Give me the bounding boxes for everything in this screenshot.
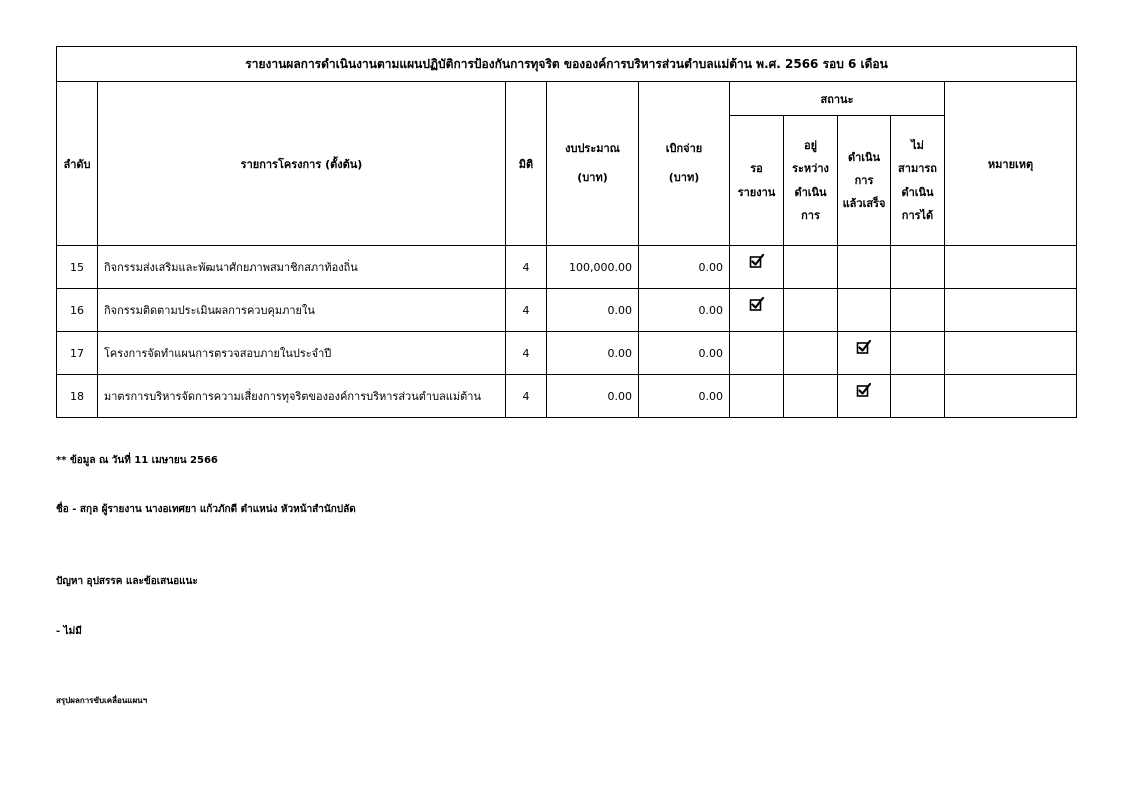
header-status-done-line: แล้วเสร็จ	[842, 197, 886, 211]
report-title: รายงานผลการดำเนินงานตามแผนปฏิบัติการป้องกันการทุจริต ขององค์การบริหารส่วนตำบลแม่ต้าน พ.ศ. 2566 รอบ 6 เดือน	[57, 47, 1077, 82]
data-as-of-note: ** ข้อมูล ณ วันที่ 11 เมษายน 2566	[56, 455, 218, 466]
header-order: ลำดับ	[57, 82, 98, 246]
row-order: 17	[57, 332, 98, 375]
row-remarks	[945, 332, 1077, 375]
header-status-waiting-line: รายงาน	[737, 185, 776, 199]
header-status-inprogress	[784, 116, 838, 246]
header-status-done-line: ดำเนิน	[847, 150, 881, 164]
reporter-line: ชื่อ - สกุล ผู้รายงาน นางอเทศยา แก้วภักดี ตำแหน่ง หัวหน้าสำนักปลัด	[56, 504, 356, 515]
row-order: 15	[57, 246, 98, 289]
row-dimension: 4	[506, 332, 547, 375]
header-status-done-line: การ	[854, 173, 874, 187]
row-spent: 0.00	[639, 246, 730, 289]
header-status-inprogress-line: อยู่	[803, 139, 818, 153]
summary-heading: สรุปผลการขับเคลื่อนแผนฯ	[56, 696, 148, 705]
row-budget: 0.00	[547, 289, 639, 332]
row-project: มาตรการบริหารจัดการความเสี่ยงการทุจริตขององค์การบริหารส่วนตำบลแม่ต้าน	[98, 375, 506, 418]
header-remarks: หมายเหตุ	[945, 82, 1077, 246]
row-status-done	[838, 332, 891, 375]
row-dimension: 4	[506, 246, 547, 289]
header-spent-line2: (บาท)	[668, 170, 700, 184]
row-dimension: 4	[506, 375, 547, 418]
row-status-inprogress	[784, 289, 838, 332]
header-status-cannot-line: ไม่	[911, 139, 924, 153]
header-status-cannot-line: ดำเนิน	[901, 185, 934, 199]
row-status-waiting	[730, 289, 784, 332]
header-dimension: มิติ	[506, 82, 547, 246]
row-dimension: 4	[506, 289, 547, 332]
header-status-cannot-line: สามารถ	[898, 162, 937, 176]
row-project: กิจกรรมส่งเสริมและพัฒนาศักยภาพสมาชิกสภาท้องถิ่น	[98, 246, 506, 289]
header-status-inprogress-line: ระหว่าง	[792, 162, 829, 176]
row-budget: 100,000.00	[547, 246, 639, 289]
problems-heading: ปัญหา อุปสรรค และข้อเสนอแนะ	[56, 576, 198, 587]
report-table	[56, 46, 1077, 418]
row-budget: 0.00	[547, 332, 639, 375]
header-status-done	[838, 116, 891, 246]
row-spent: 0.00	[639, 289, 730, 332]
row-project: โครงการจัดทำแผนการตรวจสอบภายในประจำปี	[98, 332, 506, 375]
header-spent-line1: เบิกจ่าย	[665, 141, 703, 155]
header-status-cannot-line: การได้	[901, 208, 934, 222]
table-row	[57, 289, 1077, 332]
header-spent	[639, 82, 730, 246]
checkbox-checked-icon	[749, 253, 765, 269]
row-remarks	[945, 289, 1077, 332]
header-status-inprogress-line: ดำเนิน	[794, 185, 827, 199]
row-status-cannot	[891, 332, 945, 375]
row-remarks	[945, 246, 1077, 289]
row-status-waiting	[730, 332, 784, 375]
row-status-done	[838, 246, 891, 289]
header-status-group: สถานะ	[730, 82, 945, 116]
table-row	[57, 246, 1077, 289]
row-remarks	[945, 375, 1077, 418]
row-status-cannot	[891, 289, 945, 332]
header-status-inprogress-line: การ	[801, 208, 820, 222]
header-budget-line2: (บาท)	[577, 170, 608, 184]
header-status-waiting	[730, 116, 784, 246]
problems-value: - ไม่มี	[56, 626, 82, 637]
row-status-cannot	[891, 375, 945, 418]
checkbox-checked-icon	[749, 296, 765, 312]
row-status-inprogress	[784, 332, 838, 375]
checkbox-checked-icon	[856, 339, 872, 355]
row-status-waiting	[730, 375, 784, 418]
table-row	[57, 375, 1077, 418]
row-order: 16	[57, 289, 98, 332]
header-status-cannot	[891, 116, 945, 246]
row-spent: 0.00	[639, 375, 730, 418]
row-status-done	[838, 375, 891, 418]
row-status-waiting	[730, 246, 784, 289]
row-order: 18	[57, 375, 98, 418]
table-row	[57, 332, 1077, 375]
row-status-cannot	[891, 246, 945, 289]
row-budget: 0.00	[547, 375, 639, 418]
header-project: รายการโครงการ (ตั้งต้น)	[98, 82, 506, 246]
row-project: กิจกรรมติดตามประเมินผลการควบคุมภายใน	[98, 289, 506, 332]
header-budget-line1: งบประมาณ	[565, 141, 620, 155]
checkbox-checked-icon	[856, 382, 872, 398]
row-status-inprogress	[784, 375, 838, 418]
row-spent: 0.00	[639, 332, 730, 375]
header-budget	[547, 82, 639, 246]
header-status-waiting-line: รอ	[750, 162, 763, 176]
row-status-inprogress	[784, 246, 838, 289]
row-status-done	[838, 289, 891, 332]
